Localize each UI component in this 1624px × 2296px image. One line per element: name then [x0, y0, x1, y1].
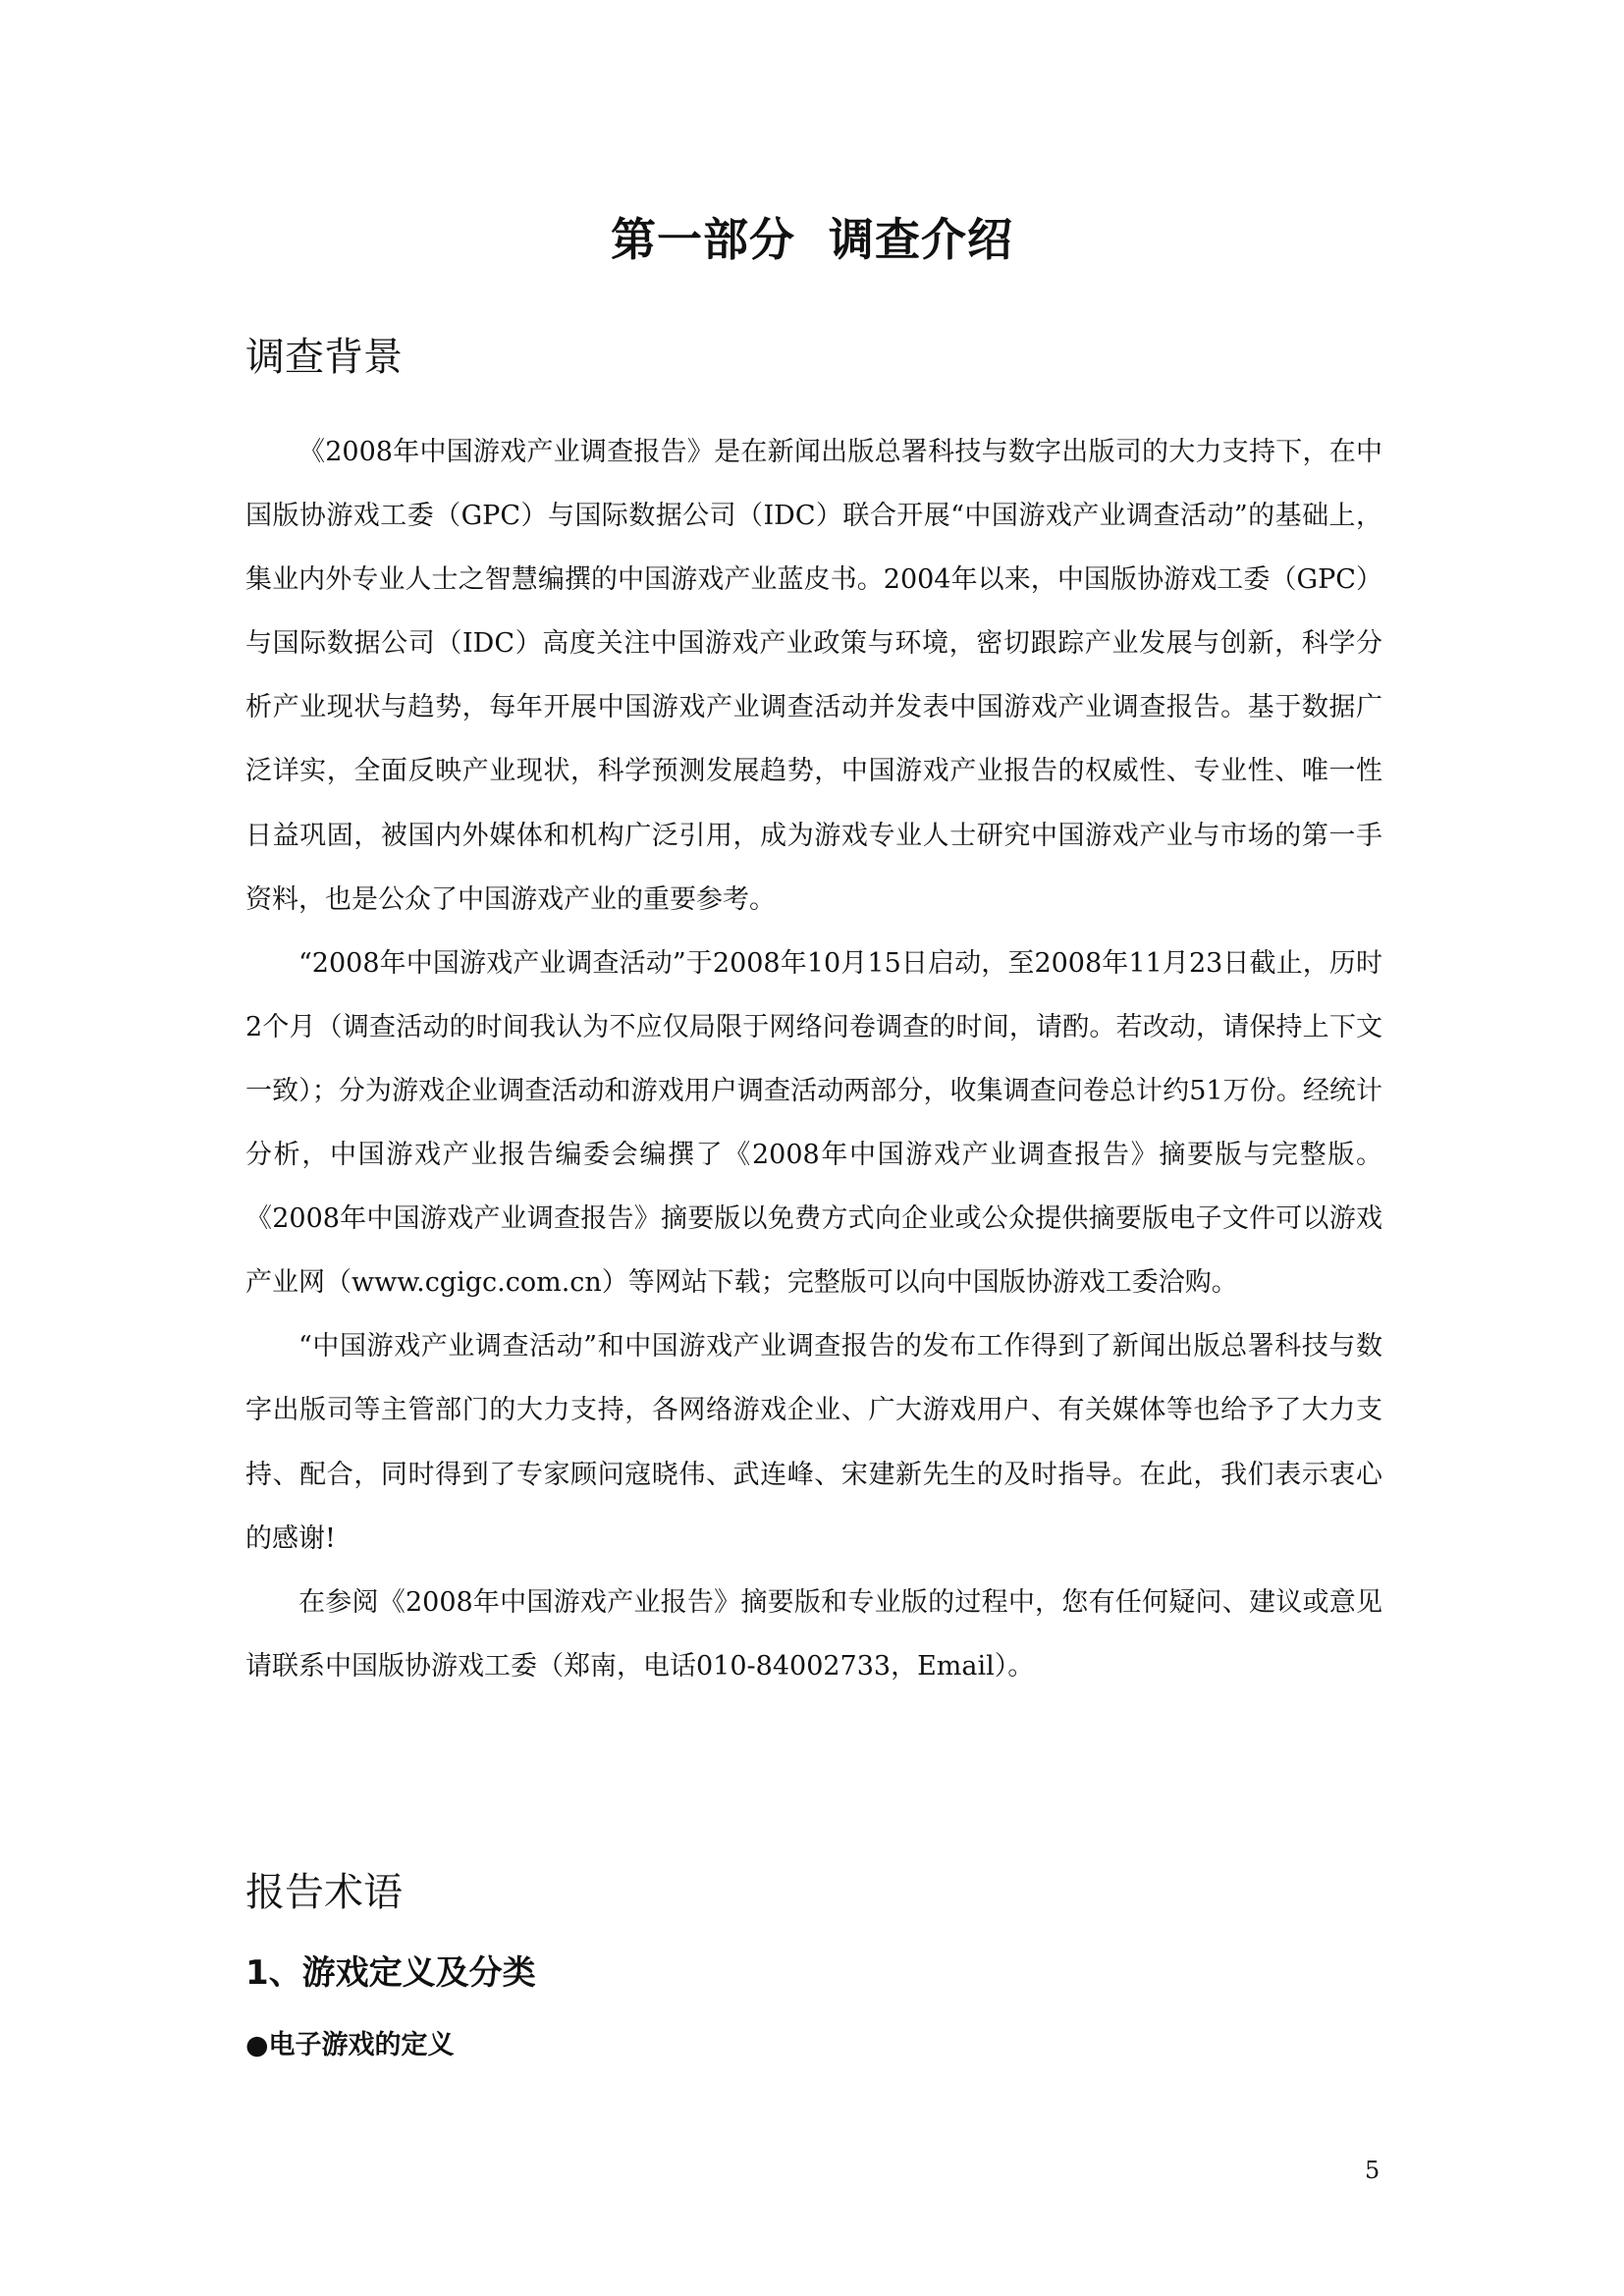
background-body	[245, 420, 1382, 1698]
page-title: 第一部分 调查介绍	[610, 213, 1014, 266]
paragraph: “2008年中国游戏产业调查活动”于2008年10月15日启动，至2008年11月23日截止，历时2个月（调查活动的时间我认为不应仅局限于网络问卷调查的时间，请酌。若改动，请保持上下文一致）；分为游戏企业调查活动和游戏用户调查活动两部分，收集调查问卷总计约51万份。经统计分析，中国游戏产业报告编委会编撰了《2008年中国游戏产业调查报告》摘要版与完整版。《2008年中国游戏产业调查报告》摘要版以免费方式向企业或公众提供摘要版电子文件可以游戏产业网（www.cgigc.com.cn）等网站下载；完整版可以向中国版协游戏工委洽购。	[245, 947, 1382, 1299]
bullet-electronic-game-definition: ●电子游戏的定义	[245, 2030, 455, 2060]
section-heading-terms: 报告术语	[245, 1870, 403, 1915]
page-number: 5	[1365, 2157, 1380, 2184]
paragraph: 在参阅《2008年中国游戏产业报告》摘要版和专业版的过程中，您有任何疑问、建议或意见请联系中国版协游戏工委（郑南，电话010-84002733，Email）。	[245, 1586, 1382, 1682]
paragraph: “中国游戏产业调查活动”和中国游戏产业调查报告的发布工作得到了新闻出版总署科技与数字出版司等主管部门的大力支持，各网络游戏企业、广大游戏用户、有关媒体等也给予了大力支持、配合，同时得到了专家顾问寇晓伟、武连峰、宋建新先生的及时指导。在此，我们表示衷心的感谢!	[245, 1331, 1382, 1554]
paragraph: 《2008年中国游戏产业调查报告》是在新闻出版总署科技与数字出版司的大力支持下，在中国版协游戏工委（GPC）与国际数据公司（IDC）联合开展“中国游戏产业调查活动”的基础上，集业内外专业人士之智慧编撰的中国游戏产业蓝皮书。2004年以来，中国版协游戏工委（GPC）与国际数据公司（IDC）高度关注中国游戏产业政策与环境，密切跟踪产业发展与创新，科学分析产业现状与趋势，每年开展中国游戏产业调查活动并发表中国游戏产业调查报告。基于数据广泛详实，全面反映产业现状，科学预测发展趋势，中国游戏产业报告的权威性、专业性、唯一性日益巩固，被国内外媒体和机构广泛引用，成为游戏专业人士研究中国游戏产业与市场的第一手资料，也是公众了中国游戏产业的重要参考。	[245, 437, 1382, 915]
subheading-game-definition: 1、游戏定义及分类	[245, 1953, 536, 1993]
section-heading-background: 调查背景	[245, 335, 403, 380]
